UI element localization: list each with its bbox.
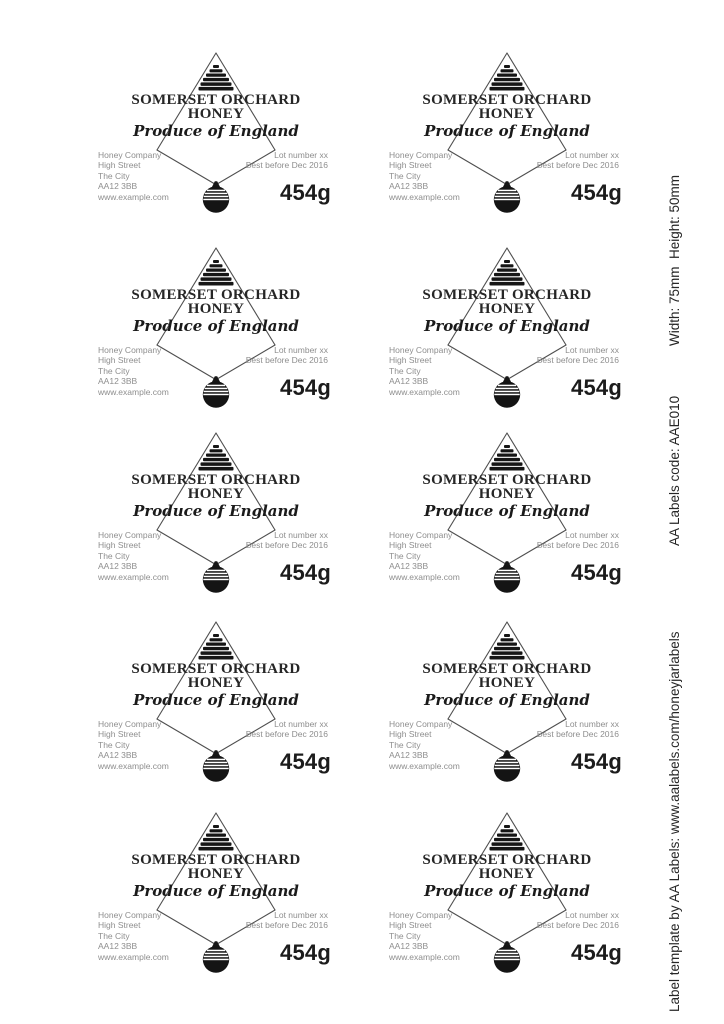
address-line-city: The City xyxy=(389,930,421,941)
address-line-street: High Street xyxy=(98,920,141,931)
weight-text: 454g xyxy=(571,180,622,205)
address-line-company: Honey Company xyxy=(389,345,453,355)
best-before-line: Best before Dec 2016 xyxy=(245,160,328,171)
tagline: Produce of England xyxy=(424,317,590,335)
tagline: Produce of England xyxy=(424,882,590,900)
honey-pot-icon xyxy=(203,181,229,213)
brand-name-line1: SOMERSET ORCHARD xyxy=(131,287,301,303)
address-line-company: Honey Company xyxy=(98,345,162,355)
address-line-website: www.example.com xyxy=(389,386,460,397)
address-line-company: Honey Company xyxy=(98,719,162,729)
lot-number-line: Lot number xx xyxy=(565,530,619,540)
address-line-city: The City xyxy=(389,739,421,750)
tagline: Produce of England xyxy=(133,317,299,335)
best-before-line: Best before Dec 2016 xyxy=(245,540,328,551)
tagline: Produce of England xyxy=(133,122,299,140)
honey-pot-icon xyxy=(494,561,520,593)
address-line-postcode: AA12 3BB xyxy=(98,750,138,761)
beehive-icon xyxy=(199,445,234,471)
tagline: Produce of England xyxy=(133,691,299,709)
beehive-icon xyxy=(199,260,234,286)
brand-name-line2: HONEY xyxy=(187,106,245,122)
address-line-street: High Street xyxy=(389,355,432,366)
address-line-postcode: AA12 3BB xyxy=(389,941,429,952)
margin-note-template-credit: Label template by AA Labels: www.aalabels.com/honeyjarlabels xyxy=(667,631,682,1012)
honey-jar-label xyxy=(362,800,652,990)
beehive-icon xyxy=(490,260,525,286)
address-line-city: The City xyxy=(98,930,130,941)
beehive-icon xyxy=(490,825,525,851)
lot-number-line: Lot number xx xyxy=(274,345,328,355)
address-line-street: High Street xyxy=(98,160,141,171)
address-line-company: Honey Company xyxy=(98,910,162,920)
best-before-line: Best before Dec 2016 xyxy=(536,920,619,931)
address-line-street: High Street xyxy=(98,355,141,366)
beehive-icon xyxy=(490,634,525,660)
address-line-website: www.example.com xyxy=(389,571,460,582)
honey-pot-icon xyxy=(494,376,520,408)
beehive-icon xyxy=(199,825,234,851)
honey-pot-icon xyxy=(494,941,520,973)
best-before-line: Best before Dec 2016 xyxy=(245,355,328,366)
address-line-postcode: AA12 3BB xyxy=(98,376,138,387)
brand-name-line2: HONEY xyxy=(187,675,245,691)
weight-text: 454g xyxy=(280,180,331,205)
address-line-website: www.example.com xyxy=(389,760,460,771)
address-line-company: Honey Company xyxy=(389,150,453,160)
brand-name-line2: HONEY xyxy=(478,301,536,317)
address-line-city: The City xyxy=(98,365,130,376)
address-line-website: www.example.com xyxy=(389,951,460,962)
address-line-city: The City xyxy=(389,365,421,376)
brand-name-line2: HONEY xyxy=(187,301,245,317)
lot-number-line: Lot number xx xyxy=(274,910,328,920)
address-line-postcode: AA12 3BB xyxy=(98,561,138,572)
address-line-company: Honey Company xyxy=(389,530,453,540)
lot-info-block xyxy=(537,345,619,366)
lot-number-line: Lot number xx xyxy=(565,345,619,355)
lot-number-line: Lot number xx xyxy=(274,719,328,729)
tagline: Produce of England xyxy=(133,502,299,520)
lot-info-block xyxy=(246,150,328,171)
lot-number-line: Lot number xx xyxy=(565,719,619,729)
address-line-company: Honey Company xyxy=(98,150,162,160)
honey-pot-icon xyxy=(203,941,229,973)
address-line-street: High Street xyxy=(98,729,141,740)
weight-text: 454g xyxy=(571,749,622,774)
weight-text: 454g xyxy=(571,375,622,400)
weight-text: 454g xyxy=(280,749,331,774)
address-line-street: High Street xyxy=(389,920,432,931)
address-line-website: www.example.com xyxy=(98,951,169,962)
address-line-street: High Street xyxy=(389,160,432,171)
honey-jar-label xyxy=(71,609,361,799)
brand-name-line1: SOMERSET ORCHARD xyxy=(131,852,301,868)
address-line-street: High Street xyxy=(98,540,141,551)
honey-jar-label xyxy=(71,800,361,990)
tagline: Produce of England xyxy=(133,882,299,900)
address-line-postcode: AA12 3BB xyxy=(98,941,138,952)
address-block xyxy=(98,150,169,202)
lot-info-block xyxy=(537,910,619,931)
lot-number-line: Lot number xx xyxy=(274,530,328,540)
address-line-city: The City xyxy=(98,550,130,561)
address-block xyxy=(389,150,460,202)
address-block xyxy=(98,910,169,962)
address-line-street: High Street xyxy=(389,729,432,740)
lot-info-block xyxy=(537,530,619,551)
beehive-icon xyxy=(199,65,234,91)
address-line-postcode: AA12 3BB xyxy=(389,376,429,387)
brand-name-line1: SOMERSET ORCHARD xyxy=(422,287,592,303)
brand-name-line1: SOMERSET ORCHARD xyxy=(131,661,301,677)
address-line-street: High Street xyxy=(389,540,432,551)
honey-pot-icon xyxy=(494,181,520,213)
honey-pot-icon xyxy=(203,561,229,593)
honey-pot-icon xyxy=(494,750,520,782)
brand-name-line1: SOMERSET ORCHARD xyxy=(422,661,592,677)
address-line-postcode: AA12 3BB xyxy=(389,181,429,192)
brand-name-line1: SOMERSET ORCHARD xyxy=(422,472,592,488)
brand-name-line1: SOMERSET ORCHARD xyxy=(422,92,592,108)
brand-name-line2: HONEY xyxy=(478,486,536,502)
brand-name-line2: HONEY xyxy=(187,866,245,882)
weight-text: 454g xyxy=(280,940,331,965)
brand-name-line1: SOMERSET ORCHARD xyxy=(422,852,592,868)
best-before-line: Best before Dec 2016 xyxy=(536,729,619,740)
brand-name-line1: SOMERSET ORCHARD xyxy=(131,92,301,108)
tagline: Produce of England xyxy=(424,502,590,520)
best-before-line: Best before Dec 2016 xyxy=(536,355,619,366)
honey-pot-icon xyxy=(203,376,229,408)
lot-number-line: Lot number xx xyxy=(274,150,328,160)
brand-name-line2: HONEY xyxy=(478,675,536,691)
address-line-website: www.example.com xyxy=(98,571,169,582)
address-line-postcode: AA12 3BB xyxy=(389,561,429,572)
address-line-city: The City xyxy=(98,170,130,181)
lot-info-block xyxy=(246,719,328,740)
honey-jar-label xyxy=(362,235,652,425)
brand-name-line2: HONEY xyxy=(478,106,536,122)
address-line-city: The City xyxy=(98,739,130,750)
honey-jar-label xyxy=(71,40,361,230)
honey-jar-label xyxy=(362,40,652,230)
address-line-postcode: AA12 3BB xyxy=(389,750,429,761)
address-block xyxy=(389,910,460,962)
address-line-company: Honey Company xyxy=(389,910,453,920)
best-before-line: Best before Dec 2016 xyxy=(245,729,328,740)
margin-note-label-size: Width: 75mm Height: 50mm xyxy=(667,174,682,346)
honey-jar-label xyxy=(362,609,652,799)
best-before-line: Best before Dec 2016 xyxy=(245,920,328,931)
address-line-company: Honey Company xyxy=(98,530,162,540)
lot-info-block xyxy=(537,719,619,740)
brand-name-line1: SOMERSET ORCHARD xyxy=(131,472,301,488)
beehive-icon xyxy=(199,634,234,660)
lot-info-block xyxy=(537,150,619,171)
address-block xyxy=(98,345,169,397)
beehive-icon xyxy=(490,445,525,471)
tagline: Produce of England xyxy=(424,691,590,709)
address-line-website: www.example.com xyxy=(98,386,169,397)
address-line-website: www.example.com xyxy=(389,191,460,202)
honey-jar-label xyxy=(71,235,361,425)
tagline: Produce of England xyxy=(424,122,590,140)
best-before-line: Best before Dec 2016 xyxy=(536,540,619,551)
address-line-city: The City xyxy=(389,550,421,561)
honey-jar-label xyxy=(71,420,361,610)
lot-info-block xyxy=(246,530,328,551)
address-block xyxy=(98,719,169,771)
address-block xyxy=(389,719,460,771)
address-block xyxy=(389,530,460,582)
weight-text: 454g xyxy=(571,940,622,965)
beehive-icon xyxy=(490,65,525,91)
lot-info-block xyxy=(246,910,328,931)
weight-text: 454g xyxy=(280,375,331,400)
address-line-website: www.example.com xyxy=(98,760,169,771)
address-line-company: Honey Company xyxy=(389,719,453,729)
address-line-city: The City xyxy=(389,170,421,181)
lot-number-line: Lot number xx xyxy=(565,910,619,920)
margin-note-product-code: AA Labels code: AAE010 xyxy=(667,395,682,546)
honey-pot-icon xyxy=(203,750,229,782)
brand-name-line2: HONEY xyxy=(478,866,536,882)
weight-text: 454g xyxy=(571,560,622,585)
address-line-postcode: AA12 3BB xyxy=(98,181,138,192)
lot-info-block xyxy=(246,345,328,366)
address-block xyxy=(98,530,169,582)
address-line-website: www.example.com xyxy=(98,191,169,202)
weight-text: 454g xyxy=(280,560,331,585)
address-block xyxy=(389,345,460,397)
best-before-line: Best before Dec 2016 xyxy=(536,160,619,171)
honey-jar-label xyxy=(362,420,652,610)
brand-name-line2: HONEY xyxy=(187,486,245,502)
lot-number-line: Lot number xx xyxy=(565,150,619,160)
